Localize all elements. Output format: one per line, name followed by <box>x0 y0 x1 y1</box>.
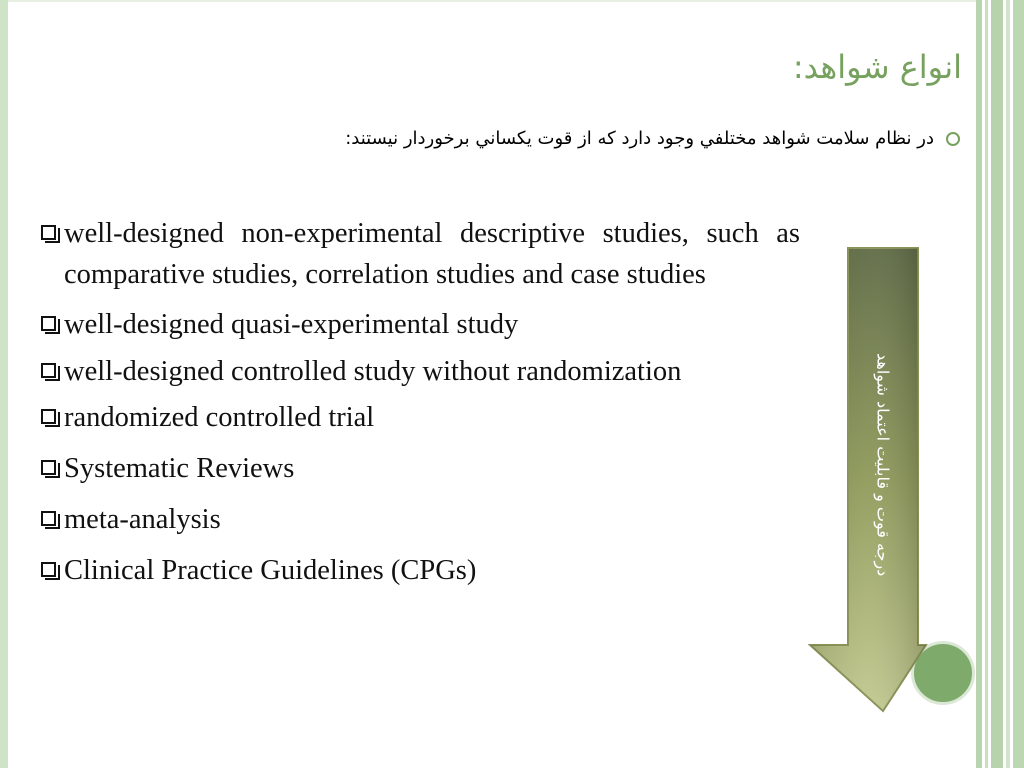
list-item <box>38 499 800 540</box>
arrow-label: درجه قوت و قابليت اعتماد شواهد <box>873 352 893 577</box>
list-item <box>38 397 800 438</box>
checkbox-bullet-icon <box>38 550 64 584</box>
right-frame-stripes <box>976 0 1024 768</box>
subtitle-bullet <box>140 128 960 149</box>
list-item-text: randomized controlled trial <box>64 402 375 433</box>
list-item <box>38 213 800 295</box>
list-item-text: Systematic Reviews <box>64 453 295 484</box>
checkbox-bullet-icon <box>38 499 64 533</box>
slide-title: انواع شواهد: <box>792 48 962 86</box>
list-item-text: meta-analysis <box>64 504 221 535</box>
list-item-text: Clinical Practice Guidelines (CPGs) <box>64 555 477 586</box>
list-item-text: well-designed quasi-experimental study <box>64 309 519 340</box>
list-item <box>38 550 800 591</box>
list-item <box>38 304 800 345</box>
checkbox-bullet-icon <box>38 397 64 431</box>
checkbox-bullet-icon <box>38 213 64 247</box>
subtitle-text: در نظام سلامت شواهد مختلفي وجود دارد که از قوت يکساني برخوردار نيستند: <box>345 128 934 149</box>
evidence-list <box>38 213 800 591</box>
top-frame-line <box>8 0 978 2</box>
left-frame-border <box>0 0 8 768</box>
list-item <box>38 448 800 489</box>
checkbox-bullet-icon <box>38 304 64 338</box>
list-item-text: well-designed non-experimental descriptive studies, such as comparative studies, correlation studies and case studies <box>64 218 800 290</box>
ring-bullet-icon <box>946 132 960 146</box>
checkbox-bullet-icon <box>38 351 64 385</box>
list-item-text: well-designed controlled study without randomization <box>64 356 682 387</box>
checkbox-bullet-icon <box>38 448 64 482</box>
list-item <box>38 351 800 392</box>
